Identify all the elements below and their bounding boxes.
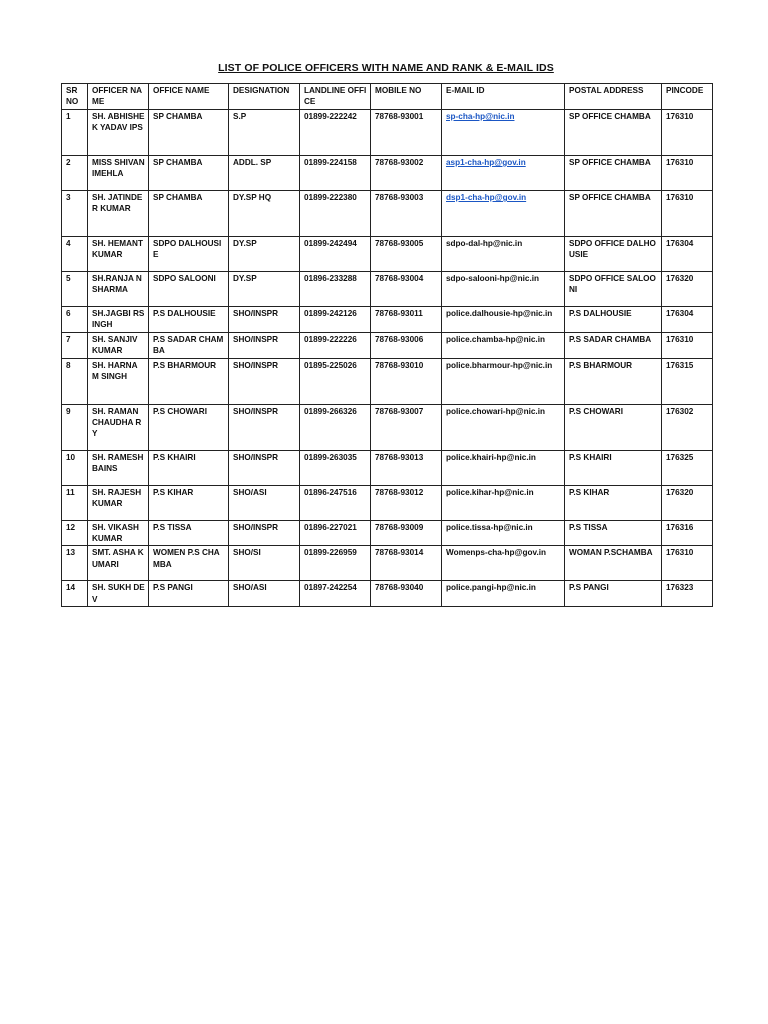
designation-cell: DY.SP	[229, 272, 300, 307]
postal-address-cell: P.S KIHAR	[565, 485, 662, 520]
pincode-cell: 176310	[662, 191, 713, 237]
postal-address-cell: SDPO OFFICE SALOONI	[565, 272, 662, 307]
postal-address-cell: P.S BHARMOUR	[565, 358, 662, 404]
office-name-cell: SP CHAMBA	[149, 191, 229, 237]
office-name-cell: P.S TISSA	[149, 520, 229, 546]
landline-cell: 01896-227021	[300, 520, 371, 546]
pincode-cell: 176310	[662, 332, 713, 358]
mobile-cell: 78768-93013	[371, 450, 442, 485]
office-name-cell: P.S KIHAR	[149, 485, 229, 520]
office-name-cell: WOMEN P.S CHAMBA	[149, 546, 229, 581]
designation-cell: ADDL. SP	[229, 156, 300, 191]
header-officer-name: OFFICER NAME	[88, 84, 149, 110]
email-cell: police.chamba-hp@nic.in	[442, 332, 565, 358]
landline-cell: 01899-263035	[300, 450, 371, 485]
office-name-cell: P.S BHARMOUR	[149, 358, 229, 404]
landline-cell: 01899-222380	[300, 191, 371, 237]
table-row	[62, 272, 713, 307]
table-row	[62, 307, 713, 333]
pincode-cell: 176316	[662, 520, 713, 546]
officer-name-cell: SH. SANJIV KUMAR	[88, 332, 149, 358]
office-name-cell: SP CHAMBA	[149, 156, 229, 191]
table-row	[62, 450, 713, 485]
table-row	[62, 237, 713, 272]
postal-address-cell: P.S KHAIRI	[565, 450, 662, 485]
pincode-cell: 176310	[662, 156, 713, 191]
postal-address-cell: P.S SADAR CHAMBA	[565, 332, 662, 358]
pincode-cell: 176320	[662, 272, 713, 307]
document-title: LIST OF POLICE OFFICERS WITH NAME AND RANK & E-MAIL IDS	[218, 62, 554, 74]
sr-no-cell: 2	[62, 156, 88, 191]
table-row	[62, 332, 713, 358]
header-postal-address: POSTAL ADDRESS	[565, 84, 662, 110]
designation-cell: DY.SP	[229, 237, 300, 272]
landline-cell: 01899-222242	[300, 110, 371, 156]
officer-name-cell: SH. RAMAN CHAUDHA RY	[88, 404, 149, 450]
email-cell: police.dalhousie-hp@nic.in	[442, 307, 565, 333]
postal-address-cell: P.S DALHOUSIE	[565, 307, 662, 333]
office-name-cell: P.S PANGI	[149, 581, 229, 607]
table-row	[62, 520, 713, 546]
header-designation: DESIGNATION	[229, 84, 300, 110]
landline-cell: 01896-233288	[300, 272, 371, 307]
pincode-cell: 176320	[662, 485, 713, 520]
pincode-cell: 176310	[662, 546, 713, 581]
mobile-cell: 78768-93001	[371, 110, 442, 156]
officer-name-cell: SH.RANJA NSHARMA	[88, 272, 149, 307]
mobile-cell: 78768-93040	[371, 581, 442, 607]
designation-cell: SHO/INSPR	[229, 520, 300, 546]
sr-no-cell: 5	[62, 272, 88, 307]
sr-no-cell: 12	[62, 520, 88, 546]
email-cell: sdpo-salooni-hp@nic.in	[442, 272, 565, 307]
designation-cell: SHO/INSPR	[229, 450, 300, 485]
sr-no-cell: 3	[62, 191, 88, 237]
mobile-cell: 78768-93010	[371, 358, 442, 404]
table-row	[62, 404, 713, 450]
pincode-cell: 176323	[662, 581, 713, 607]
designation-cell: S.P	[229, 110, 300, 156]
officer-name-cell: MISS SHIVAN IMEHLA	[88, 156, 149, 191]
office-name-cell: P.S KHAIRI	[149, 450, 229, 485]
sr-no-cell: 14	[62, 581, 88, 607]
email-cell: police.pangi-hp@nic.in	[442, 581, 565, 607]
postal-address-cell: SDPO OFFICE DALHOUSIE	[565, 237, 662, 272]
table-row	[62, 358, 713, 404]
officer-name-cell: SH. HEMANT KUMAR	[88, 237, 149, 272]
email-cell: police.kihar-hp@nic.in	[442, 485, 565, 520]
officer-name-cell: SH.JAGBI RSINGH	[88, 307, 149, 333]
landline-cell: 01897-242254	[300, 581, 371, 607]
landline-cell: 01899-266326	[300, 404, 371, 450]
office-name-cell: P.S CHOWARI	[149, 404, 229, 450]
pincode-cell: 176304	[662, 307, 713, 333]
mobile-cell: 78768-93004	[371, 272, 442, 307]
email-link[interactable]: dsp1-cha-hp@gov.in	[442, 191, 565, 237]
officer-name-cell: SMT. ASHA KUMARI	[88, 546, 149, 581]
mobile-cell: 78768-93007	[371, 404, 442, 450]
table-row	[62, 546, 713, 581]
table-row	[62, 485, 713, 520]
table-row	[62, 191, 713, 237]
landline-cell: 01895-225026	[300, 358, 371, 404]
designation-cell: SHO/SI	[229, 546, 300, 581]
office-name-cell: P.S DALHOUSIE	[149, 307, 229, 333]
sr-no-cell: 7	[62, 332, 88, 358]
landline-cell: 01896-247516	[300, 485, 371, 520]
sr-no-cell: 9	[62, 404, 88, 450]
pincode-cell: 176302	[662, 404, 713, 450]
header-office-name: OFFICE NAME	[149, 84, 229, 110]
officers-table	[61, 83, 713, 607]
email-cell: police.tissa-hp@nic.in	[442, 520, 565, 546]
landline-cell: 01899-222226	[300, 332, 371, 358]
office-name-cell: P.S SADAR CHAMBA	[149, 332, 229, 358]
designation-cell: SHO/ASI	[229, 581, 300, 607]
postal-address-cell: P.S CHOWARI	[565, 404, 662, 450]
designation-cell: SHO/ASI	[229, 485, 300, 520]
email-link[interactable]: asp1-cha-hp@gov.in	[442, 156, 565, 191]
table-header-row	[62, 84, 713, 110]
postal-address-cell: SP OFFICE CHAMBA	[565, 156, 662, 191]
header-sr-no: SR NO	[62, 84, 88, 110]
mobile-cell: 78768-93006	[371, 332, 442, 358]
header-pincode: PINCODE	[662, 84, 713, 110]
postal-address-cell: SP OFFICE CHAMBA	[565, 191, 662, 237]
landline-cell: 01899-226959	[300, 546, 371, 581]
mobile-cell: 78768-93003	[371, 191, 442, 237]
mobile-cell: 78768-93002	[371, 156, 442, 191]
sr-no-cell: 6	[62, 307, 88, 333]
postal-address-cell: WOMAN P.SCHAMBA	[565, 546, 662, 581]
designation-cell: DY.SP HQ	[229, 191, 300, 237]
landline-cell: 01899-242126	[300, 307, 371, 333]
officer-name-cell: SH. RAMESH BAINS	[88, 450, 149, 485]
table-row	[62, 110, 713, 156]
email-cell: police.khairi-hp@nic.in	[442, 450, 565, 485]
header-mobile-no: MOBILE NO	[371, 84, 442, 110]
postal-address-cell: P.S PANGI	[565, 581, 662, 607]
office-name-cell: SDPO DALHOUSI E	[149, 237, 229, 272]
sr-no-cell: 13	[62, 546, 88, 581]
officer-name-cell: SH. SUKH DEV	[88, 581, 149, 607]
designation-cell: SHO/INSPR	[229, 358, 300, 404]
officer-name-cell: SH. ABHISHEK YADAV IPS	[88, 110, 149, 156]
pincode-cell: 176315	[662, 358, 713, 404]
pincode-cell: 176310	[662, 110, 713, 156]
email-link[interactable]: sp-cha-hp@nic.in	[442, 110, 565, 156]
mobile-cell: 78768-93012	[371, 485, 442, 520]
pincode-cell: 176325	[662, 450, 713, 485]
designation-cell: SHO/INSPR	[229, 404, 300, 450]
office-name-cell: SDPO SALOONI	[149, 272, 229, 307]
officer-name-cell: SH. JATINDE R KUMAR	[88, 191, 149, 237]
table-row	[62, 156, 713, 191]
sr-no-cell: 11	[62, 485, 88, 520]
table-body	[62, 110, 713, 607]
table-row	[62, 581, 713, 607]
header-landline-office: LANDLINE OFFICE	[300, 84, 371, 110]
designation-cell: SHO/INSPR	[229, 307, 300, 333]
officer-name-cell: SH. HARNA M SINGH	[88, 358, 149, 404]
sr-no-cell: 10	[62, 450, 88, 485]
mobile-cell: 78768-93011	[371, 307, 442, 333]
landline-cell: 01899-224158	[300, 156, 371, 191]
officer-name-cell: SH. VIKASH KUMAR	[88, 520, 149, 546]
email-cell: police.bharmour-hp@nic.in	[442, 358, 565, 404]
landline-cell: 01899-242494	[300, 237, 371, 272]
email-cell: police.chowari-hp@nic.in	[442, 404, 565, 450]
email-cell: Womenps-cha-hp@gov.in	[442, 546, 565, 581]
mobile-cell: 78768-93014	[371, 546, 442, 581]
header-email-id: E-MAIL ID	[442, 84, 565, 110]
pincode-cell: 176304	[662, 237, 713, 272]
mobile-cell: 78768-93009	[371, 520, 442, 546]
designation-cell: SHO/INSPR	[229, 332, 300, 358]
office-name-cell: SP CHAMBA	[149, 110, 229, 156]
sr-no-cell: 8	[62, 358, 88, 404]
sr-no-cell: 1	[62, 110, 88, 156]
officer-name-cell: SH. RAJESH KUMAR	[88, 485, 149, 520]
postal-address-cell: P.S TISSA	[565, 520, 662, 546]
email-cell: sdpo-dal-hp@nic.in	[442, 237, 565, 272]
sr-no-cell: 4	[62, 237, 88, 272]
mobile-cell: 78768-93005	[371, 237, 442, 272]
postal-address-cell: SP OFFICE CHAMBA	[565, 110, 662, 156]
